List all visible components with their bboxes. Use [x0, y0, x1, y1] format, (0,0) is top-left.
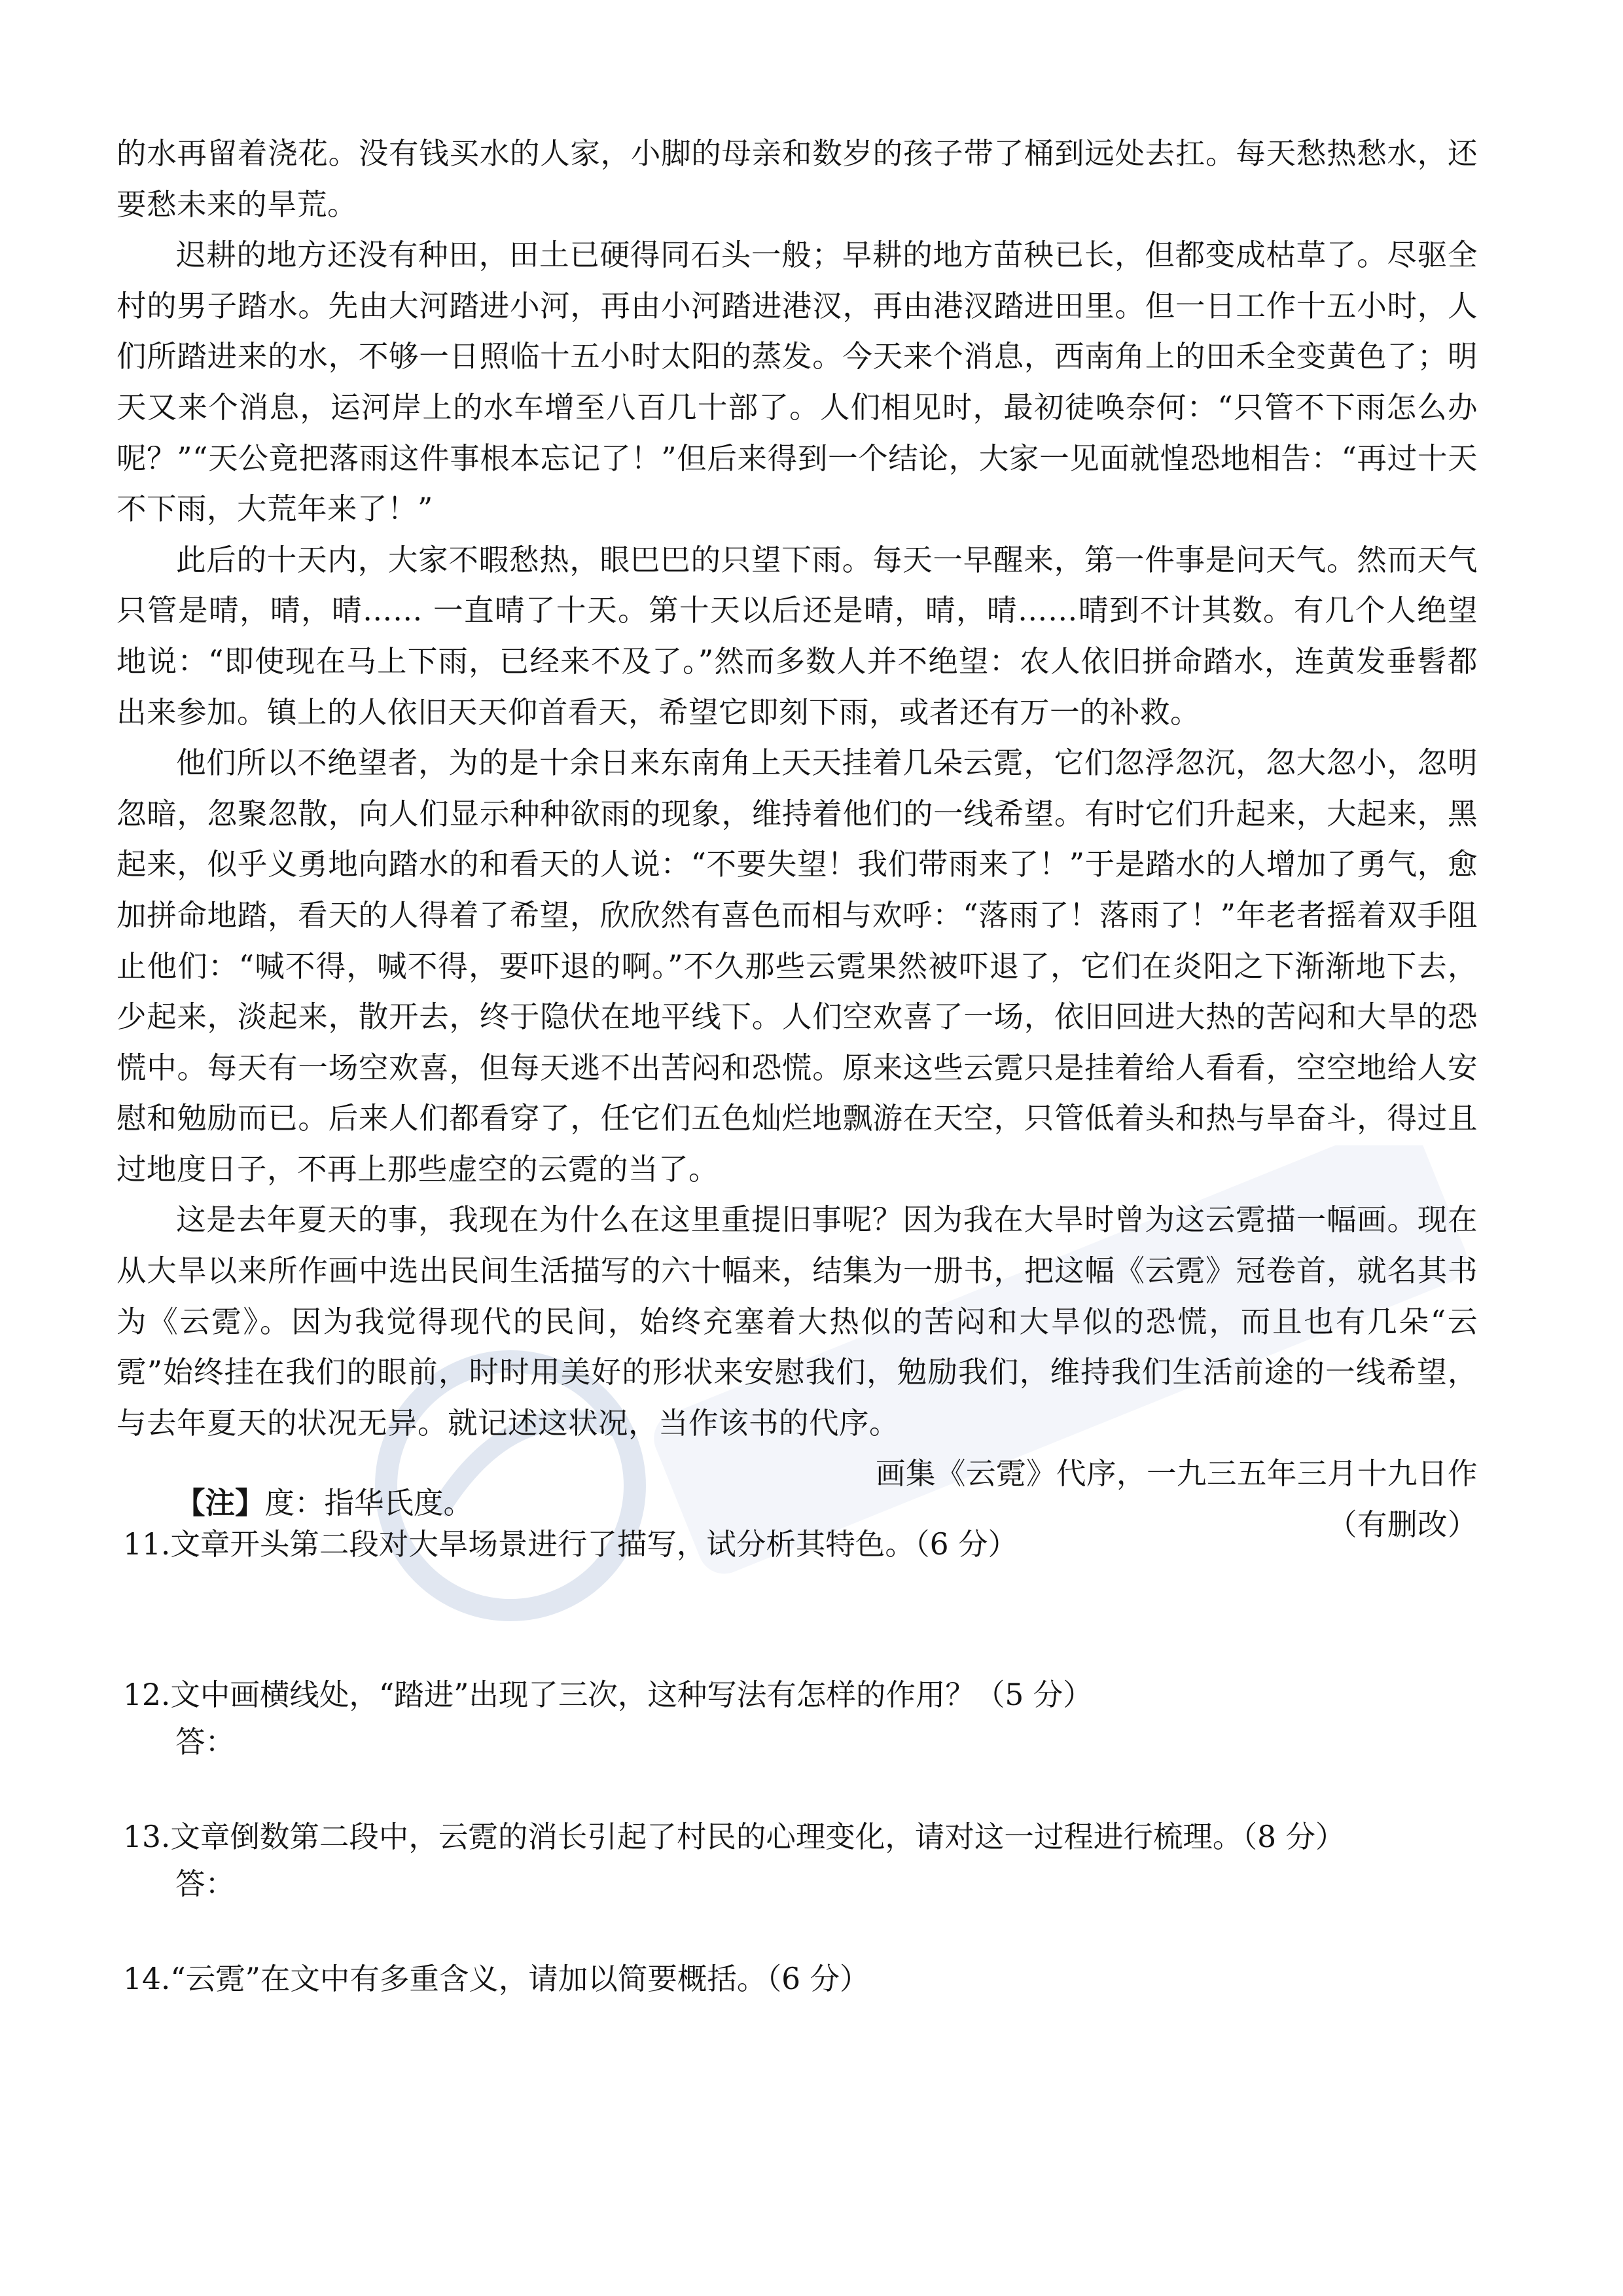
passage-abridged-note: （有删改） [1327, 1507, 1478, 1543]
answer-label-12[interactable]: 答： [175, 1725, 236, 1759]
passage-signature: 画集《云霓》代序，一九三五年三月十九日作 [875, 1456, 1478, 1492]
question-12: 12.文中画横线处，“踏进”出现了三次，这种写法有怎样的作用？（5 分） [123, 1677, 1093, 1712]
question-14: 14.“云霓”在文中有多重含义，请加以简要概括。（6 分） [123, 1962, 870, 1996]
passage-paragraph-3: 此后的十天内，大家不暇愁热，眼巴巴的只望下雨。每天一早醒来，第一件事是问天气。然而天气只管是晴，晴，晴…… 一直晴了十天。第十天以后还是晴，晴，晴……晴到不计其数。有几个人绝望地说：“即使现在马上下雨，已经来不及了。”然而多数人并不绝望：农人依旧拼命踏水，连黄发垂髫都出来参加。镇上的人依旧天天仰首看天，希望它即刻下雨，或者还有万一的补救。 [116, 542, 1478, 730]
question-11: 11.文章开头第二段对大旱场景进行了描写，试分析其特色。（6 分） [123, 1527, 1018, 1562]
passage [116, 128, 1478, 1551]
question-13: 13.文章倒数第二段中，云霓的消长引起了村民的心理变化，请对这一过程进行梳理。（8 分） [123, 1820, 1346, 1854]
passage-paragraph-2: 迟耕的地方还没有种田，田土已硬得同石头一般；早耕的地方苗秧已长，但都变成枯草了。尽驱全村的男子踏水。先由大河踏进小河，再由小河踏进港汊，再由港汊踏进田里。但一日工作十五小时，人们所踏进来的水，不够一日照临十五小时太阳的蒸发。今天来个消息，西南角上的田禾全变黄色了；明天又来个消息，运河岸上的水车增至八百几十部了。人们相见时，最初徒唤奈何：“只管不下雨怎么办呢？”“天公竟把落雨这件事根本忘记了！”但后来得到一个结论，大家一见面就惶恐地相告：“再过十天不下雨，大荒年来了！” [116, 238, 1478, 527]
footnote-label: 【注】 [175, 1485, 265, 1520]
footnote-text: 度：指华氏度。 [264, 1486, 474, 1520]
passage-paragraph-1: 的水再留着浇花。没有钱买水的人家，小脚的母亲和数岁的孩子带了桶到远处去扛。每天愁热愁水，还要愁未来的旱荒。 [116, 136, 1478, 222]
passage-paragraph-5: 这是去年夏天的事，我现在为什么在这里重提旧事呢？因为我在大旱时曾为这云霓描一幅画。现在从大旱以来所作画中选出民间生活描写的六十幅来，结集为一册书，把这幅《云霓》冠卷首，就名其书为《云霓》。因为我觉得现代的民间，始终充塞着大热似的苦闷和大旱似的恐慌，而且也有几朵“云霓”始终挂在我们的眼前，时时用美好的形状来安慰我们，勉励我们，维持我们生活前途的一线希望，与去年夏天的状况无异。就记述这状况，当作该书的代序。 [116, 1202, 1478, 1441]
answer-label-13[interactable]: 答： [175, 1867, 236, 1901]
footnote [175, 1483, 473, 1523]
passage-paragraph-4: 他们所以不绝望者，为的是十余日来东南角上天天挂着几朵云霓，它们忽浮忽沉，忽大忽小，忽明忽暗，忽聚忽散，向人们显示种种欲雨的现象，维持着他们的一线希望。有时它们升起来，大起来，黑起来，似乎义勇地向踏水的和看天的人说：“不要失望！我们带雨来了！”于是踏水的人增加了勇气，愈加拼命地踏，看天的人得着了希望，欣欣然有喜色而相与欢呼：“落雨了！落雨了！”年老者摇着双手阻止他们：“喊不得，喊不得，要吓退的啊。”不久那些云霓果然被吓退了，它们在炎阳之下渐渐地下去，少起来，淡起来，散开去，终于隐伏在地平线下。人们空欢喜了一场，依旧回进大热的苦闷和大旱的恐慌中。每天有一场空欢喜，但每天逃不出苦闷和恐慌。原来这些云霓只是挂着给人看看，空空地给人安慰和勉励而已。后来人们都看穿了，任它们五色灿烂地飘游在天空，只管低着头和热与旱奋斗，得过且过地度日子，不再上那些虚空的云霓的当了。 [116, 745, 1478, 1187]
